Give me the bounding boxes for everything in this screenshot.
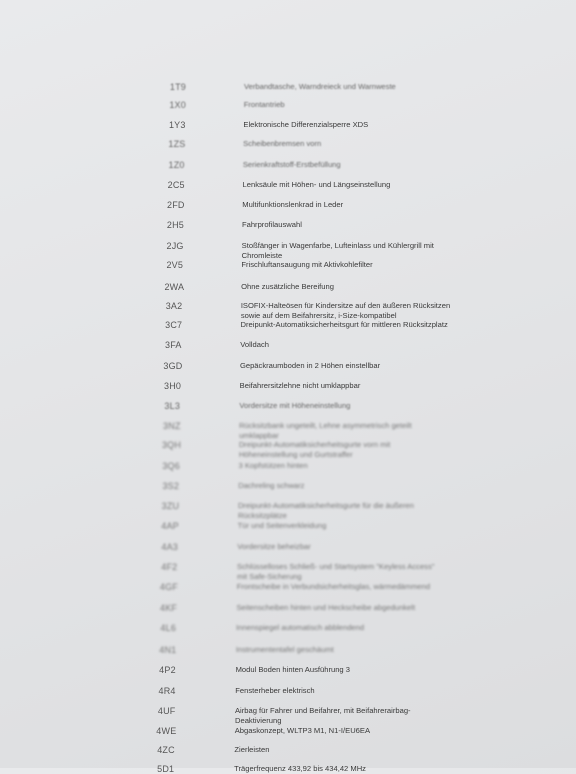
option-code: 2WA [164, 282, 185, 292]
option-code: 2V5 [166, 260, 184, 270]
option-code: 4KF [160, 603, 178, 613]
option-description: Beifahrersitzlehne nicht umklappbar [239, 381, 361, 390]
option-description: Vordersitze mit Höheneinstellung [239, 401, 351, 410]
option-description: Fahrprofilauswahl [241, 220, 302, 229]
option-description: Lenksäule mit Höhen- und Längseinstellung [242, 180, 391, 189]
option-code: 3FA [165, 340, 182, 350]
option-description: Serienkraftstoff-Erstbefüllung [242, 160, 341, 169]
option-code: 1T9 [169, 82, 186, 92]
option-description: Dreipunkt-Automatiksicherheitsgurte vorn mit Höheneinstellung und Gurtstraffer [238, 440, 391, 459]
option-code: 3L3 [164, 401, 181, 411]
option-code: 3C7 [165, 320, 183, 330]
option-description: Schlüsselloses Schließ- und Startsystem "Keyless Access" mit Safe-Sicherung [237, 562, 435, 581]
option-code: 1Y3 [168, 120, 186, 130]
option-description: Frontscheibe in Verbundsicherheitsglas, wärmedämmend [236, 582, 431, 591]
option-code: 2FD [167, 200, 185, 210]
option-code: 3H0 [164, 381, 182, 391]
option-description: Verbandtasche, Warndreieck und Warnweste [243, 82, 396, 91]
option-description: Gepäckraumboden in 2 Höhen einstellbar [239, 361, 381, 370]
option-code: 5D1 [157, 764, 175, 774]
option-description: Rücksitzbank ungeteilt, Lehne asymmetrisch geteilt umklappbar [239, 421, 412, 440]
option-description: Frontantrieb [243, 100, 285, 109]
option-description: ISOFIX-Halteösen für Kindersitze auf den äußeren Rücksitzen sowie auf dem Beifahrersitz, i-Size-kompatibel [240, 301, 451, 320]
option-description: Tür und Seitenverkleidung [237, 521, 327, 530]
option-code: 2C5 [167, 180, 185, 190]
option-code: 3S2 [162, 481, 180, 491]
option-description: Dreipunkt-Automatiksicherheitsgurte für die äußeren Rücksitzplätze [237, 501, 414, 520]
option-code: 4F2 [161, 562, 178, 572]
option-code: 4AP [161, 521, 179, 531]
option-description: 3 Kopfstützen hinten [238, 461, 308, 470]
option-code: 3A2 [165, 301, 183, 311]
option-code: 3QH [161, 440, 182, 450]
option-code: 4N1 [159, 645, 177, 655]
option-description: Seitenscheiben hinten und Heckscheibe abgedunkelt [236, 603, 416, 612]
option-description: Zierleisten [234, 745, 270, 754]
option-code: 3ZU [161, 501, 180, 511]
option-code: 4UF [157, 706, 176, 716]
option-description: Dreipunkt-Automatiksicherheitsgurt für mittleren Rücksitzplatz [240, 320, 448, 329]
option-description: Innenspiegel automatisch abblendend [236, 623, 365, 632]
option-code: 4ZC [157, 745, 175, 755]
option-description: Vordersitze beheizbar [237, 542, 311, 551]
option-code: 3NZ [163, 421, 181, 431]
option-description: Elektronische Differenzialsperre XDS [243, 120, 369, 129]
option-description: Airbag für Fahrer und Beifahrer, mit Beifahrerairbag- Deaktivierung [234, 706, 411, 725]
option-code: 4R4 [158, 686, 176, 696]
option-description: Volldach [240, 340, 269, 349]
option-description: Frischluftansaugung mit Aktivkohlefilter [241, 260, 373, 269]
option-description: Dachreling schwarz [238, 481, 305, 490]
option-description: Multifunktionslenkrad in Leder [242, 200, 344, 209]
option-description: Ohne zusätzliche Bereifung [241, 282, 334, 291]
option-description: Stoßfänger in Wagenfarbe, Lufteinlass und Kühlergrill mit Chromleiste [241, 241, 434, 260]
option-code: 4P2 [159, 665, 176, 675]
option-description: Trägerfrequenz 433,92 bis 434,42 MHz [234, 764, 366, 773]
option-code: 1Z0 [168, 160, 185, 170]
option-code: 1X0 [169, 100, 186, 110]
option-code: 3GD [163, 361, 183, 371]
option-description: Instrumententafel geschäumt [235, 645, 334, 654]
option-code: 2JG [166, 241, 184, 251]
option-description: Scheibenbremsen vorn [243, 139, 322, 148]
option-code: 4WE [156, 726, 177, 736]
option-code: 4A3 [161, 542, 178, 552]
option-code: 4L6 [160, 623, 177, 633]
option-description: Modul Boden hinten Ausführung 3 [235, 665, 350, 674]
option-description: Fensterheber elektrisch [235, 686, 315, 695]
option-code: 4GF [159, 582, 178, 592]
option-code: 3Q6 [162, 461, 180, 471]
option-code: 1ZS [168, 139, 186, 149]
option-description: Abgaskonzept, WLTP3 M1, N1-I/EU6EA [234, 726, 371, 735]
option-code: 2H5 [166, 220, 185, 230]
